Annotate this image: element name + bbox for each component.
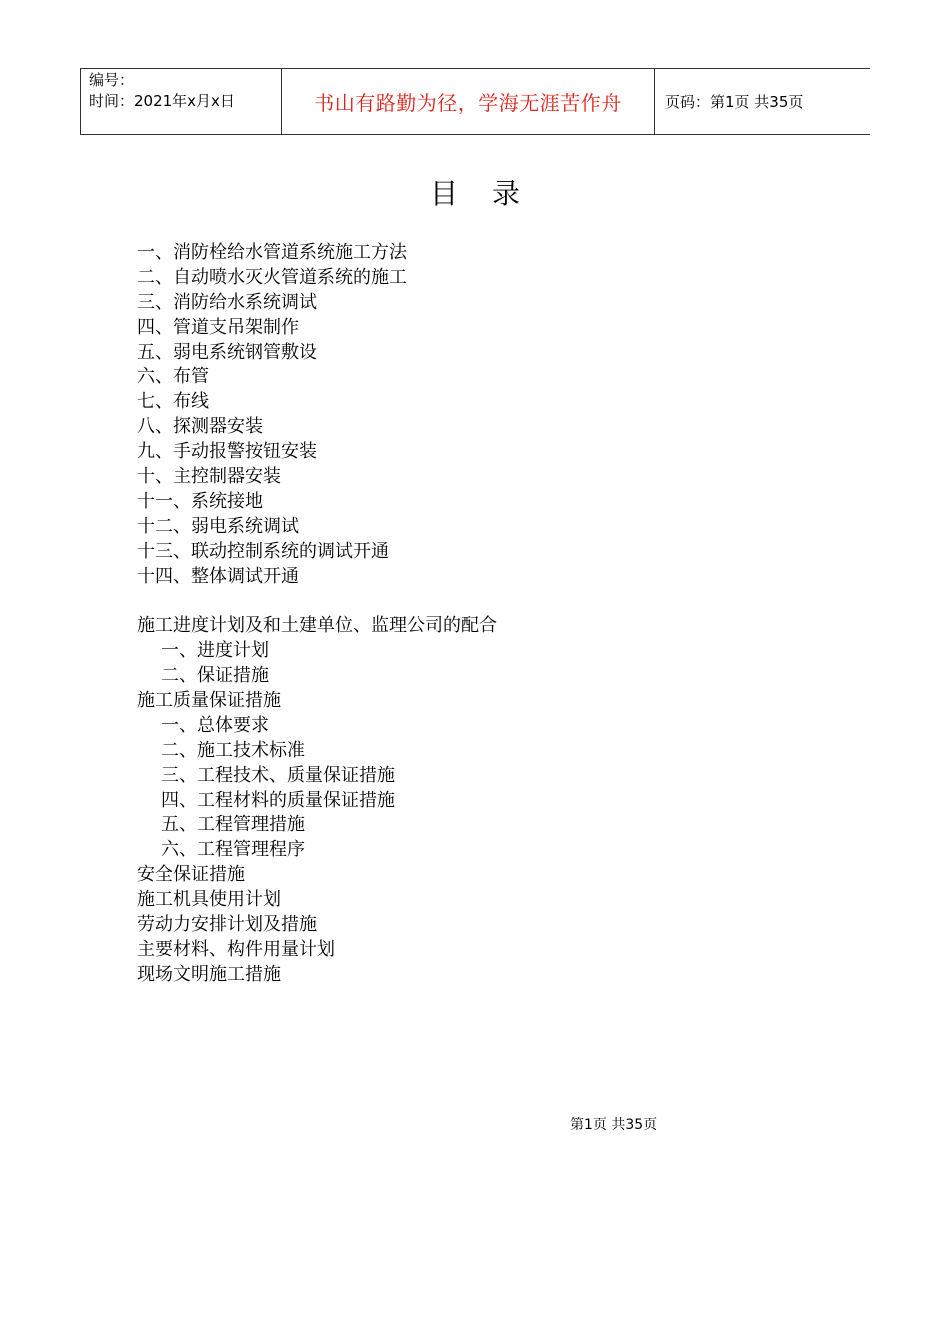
toc-subitem: 二、施工技术标准 xyxy=(161,739,305,761)
header-motto: 书山有路勤为径，学海无涯苦作舟 xyxy=(282,69,655,134)
toc-item: 四、管道支吊架制作 xyxy=(137,316,299,338)
header-page-code: 页码：第1页 共35页 xyxy=(665,93,804,111)
header-meta-cell xyxy=(81,69,282,134)
toc-subitem: 一、总体要求 xyxy=(161,714,269,736)
toc-item: 劳动力安排计划及措施 xyxy=(137,914,317,936)
toc-item: 十一、系统接地 xyxy=(137,490,263,512)
toc-item: 三、消防给水系统调试 xyxy=(137,291,317,313)
toc-subitem: 六、工程管理程序 xyxy=(161,839,305,861)
toc-item: 十二、弱电系统调试 xyxy=(137,515,299,537)
toc-item: 六、布管 xyxy=(137,366,209,388)
toc-item: 十三、联动控制系统的调试开通 xyxy=(137,540,389,562)
toc-item: 十四、整体调试开通 xyxy=(137,565,299,587)
toc-item: 安全保证措施 xyxy=(137,864,245,886)
toc-item: 八、探测器安装 xyxy=(137,416,263,438)
toc-item: 二、自动喷水灭火管道系统的施工 xyxy=(137,266,407,288)
toc-subitem: 三、工程技术、质量保证措施 xyxy=(161,764,395,786)
page-title: 目录 xyxy=(429,177,554,210)
toc-subitem: 五、工程管理措施 xyxy=(161,814,305,836)
table-of-contents xyxy=(137,241,497,988)
toc-subitem: 一、进度计划 xyxy=(161,640,269,662)
header-table xyxy=(80,68,870,135)
toc-item: 十、主控制器安装 xyxy=(137,466,281,488)
toc-item: 施工机具使用计划 xyxy=(137,889,281,911)
toc-heading-quality: 施工质量保证措施 xyxy=(137,690,281,712)
toc-subitem: 二、保证措施 xyxy=(161,665,269,687)
page-footer: 第1页 共35页 xyxy=(570,1117,658,1133)
toc-item: 现场文明施工措施 xyxy=(137,963,281,985)
toc-spacer xyxy=(137,589,497,614)
toc-item: 主要材料、构件用量计划 xyxy=(137,938,335,960)
document-time-label: 时间：2021年x月x日 xyxy=(89,92,235,110)
toc-item: 七、布线 xyxy=(137,391,209,413)
document-number-label: 编号： xyxy=(89,71,135,89)
toc-item: 五、弱电系统钢管敷设 xyxy=(137,341,317,363)
toc-heading-schedule: 施工进度计划及和土建单位、监理公司的配合 xyxy=(137,615,497,637)
toc-subitem: 四、工程材料的质量保证措施 xyxy=(161,789,395,811)
toc-item: 一、消防栓给水管道系统施工方法 xyxy=(137,242,407,263)
toc-item: 九、手动报警按钮安装 xyxy=(137,441,317,463)
